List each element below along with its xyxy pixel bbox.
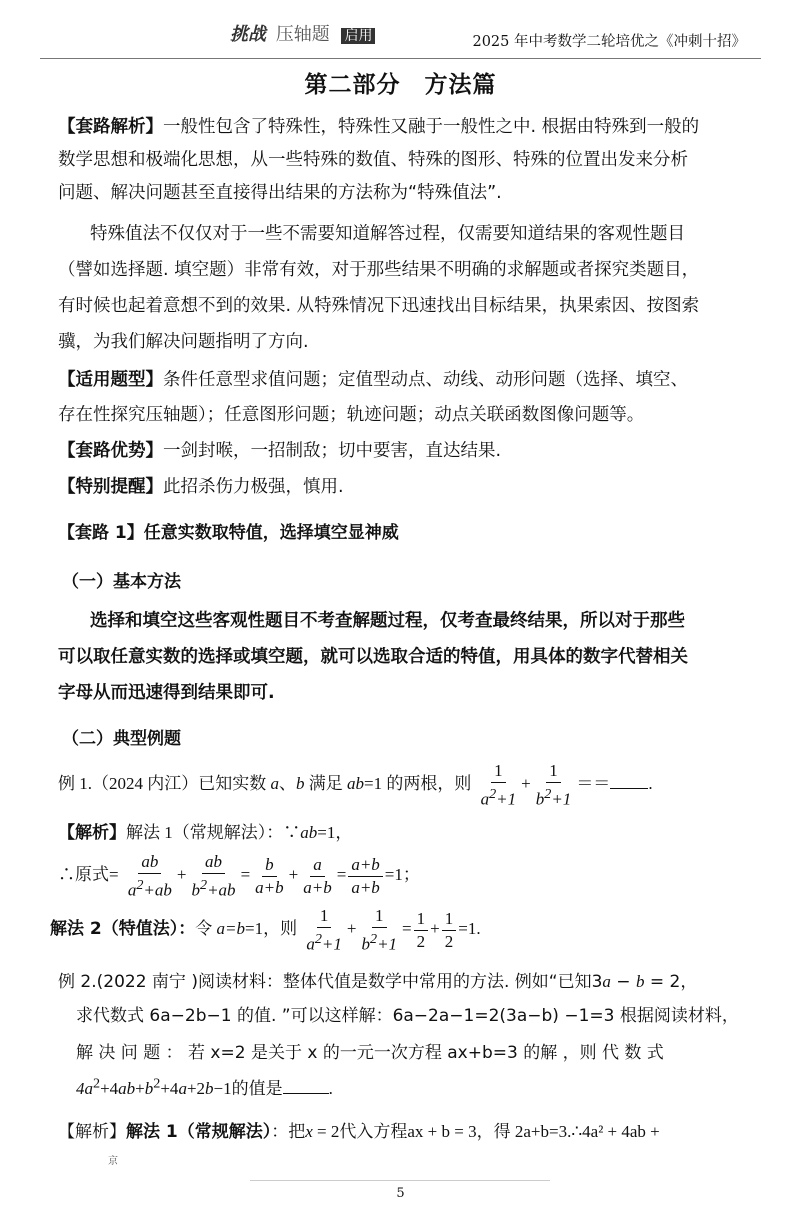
applicable-line1: [58, 364, 688, 397]
ex1-frac1: $\frac{1}{a^2+1}$: [480, 761, 517, 809]
reminder-text: 此招杀伤力极强，慎用.: [163, 477, 344, 497]
answer-blank-2[interactable]: [283, 1079, 329, 1094]
intro-tag: 【套路解析】: [58, 117, 163, 137]
intro-line1: [58, 111, 699, 144]
ex2-line1: 例 2.(2022 南宁 )阅读材料：整体代值是数学中常用的方法. 例如“已知3a − b = 2，: [58, 972, 698, 992]
ex2-line4: $4a^2+4ab+b^2+4a+2b-1$的值是 .: [76, 1075, 333, 1098]
ex1-sep: 、: [279, 774, 296, 794]
reminder-line: [58, 471, 344, 504]
sol1-cond: ab: [300, 823, 318, 842]
ex2-line1b: = 2，: [644, 972, 698, 992]
header-title: 2025 年中考数学二轮培优之《冲刺十招》: [472, 34, 746, 50]
reminder-tag: 【特别提醒】: [58, 477, 163, 497]
ex1-cond: ab: [347, 774, 364, 794]
ex1-var-a: a: [270, 774, 279, 794]
header-logo: [230, 20, 375, 46]
sol1-frac3: $\frac{b}{a+b}$: [255, 854, 284, 897]
sol3-mid: 代入方程ax + b = 3，得 2a+b=3.∴4a² + 4ab +: [339, 1122, 660, 1141]
sol3-tag: 【解析】: [58, 1122, 126, 1141]
sol1-frac1: $\frac{ab}{a^2+ab}$: [127, 851, 172, 900]
page-number: 5: [396, 1186, 405, 1201]
ex1-cond-val: =1 的两根，则: [364, 774, 472, 794]
solution-1-line1: [58, 818, 352, 843]
section2-heading: （二）典型例题: [62, 729, 181, 749]
intro-line2: 数学思想和极端化思想，从一些特殊的数值、特殊的图形、特殊的位置出发来分析: [58, 150, 688, 170]
ex2-line1a: 例 2.(2022 南宁 )阅读材料：整体代值是数学中常用的方法. 例如“已知3: [58, 972, 603, 992]
sol1-tag: 【解析】: [58, 823, 126, 843]
ex2-line2: 求代数式 6a−2b−1 的值. ”可以这样解：6a−2a−1=2(3a−b) −1=3 根据阅读材料，: [76, 1006, 739, 1026]
ex1-end: .: [648, 774, 653, 794]
sol2-frac3: $\frac{1}{2}$: [414, 908, 429, 953]
sol2-frac4: $\frac{1}{2}$: [442, 908, 457, 953]
page-title: 第二部分 方法篇: [304, 71, 497, 98]
example-1: 例 1.（2024 内江）已知实数 a、b 满足 ab=1 的两根，则 $\frac{1}{a^2+1}$ + $\frac{1}{b^2+1}$ ＝＝ .: [58, 761, 653, 809]
sol2-text: 令: [195, 919, 217, 939]
advantage-line: [58, 435, 501, 468]
solution-1-line2: ∴原式= $\frac{ab}{a^2+ab}$ + $\frac{ab}{b^2+ab}$ = $\frac{b}{a+b}$ + $\frac{a}{a+b}$ = $\frac{a+b}{a+b}$ =1；: [58, 851, 420, 900]
ex1-frac2: $\frac{1}{b^2+1}$: [535, 761, 572, 809]
basic-line2: 可以取任意实数的选择或填空题，就可以选取合适的特值，用具体的数字代替相关: [58, 647, 688, 667]
sol2-result: =1.: [458, 919, 481, 939]
ex1-mid: 满足: [304, 774, 347, 794]
stray-char: 京: [108, 1156, 118, 1167]
route1-heading: 【套路 1】任意实数取特值，选择填空显神威: [58, 523, 399, 543]
sol1-frac4: $\frac{a}{a+b}$: [303, 854, 332, 897]
basic-line3: 字母从而迅速得到结果即可.: [58, 683, 275, 703]
logo-mid: 压轴题: [275, 24, 330, 45]
sol1-therefore: ∴原式=: [58, 865, 119, 884]
sol3-bold: 解法 1（常规解法）: [126, 1122, 272, 1142]
sol1-val: =1，: [317, 823, 353, 842]
logo-badge: 启用: [341, 28, 375, 44]
sol2-cond: a=b: [216, 919, 245, 939]
solution-3-line: 【解析】解法 1（常规解法）：把x = 2代入方程ax + b = 3，得 2a+b=3.∴4a² + 4ab +: [58, 1122, 660, 1142]
intro-text1: 一般性包含了特殊性，特殊性又融于一般性之中. 根据由特殊到一般的: [163, 117, 700, 137]
sol2-tag: 解法 2（特值法）：: [50, 919, 196, 940]
sol3-text: ：把: [271, 1122, 306, 1141]
ex2-tail: 的值是: [231, 1079, 283, 1098]
applicable-text1: 条件任意型求值问题；定值型动点、动线、动形问题（选择、填空、: [163, 370, 688, 390]
header-divider: [40, 58, 761, 59]
sol2-frac1: $\frac{1}{a^2+1}$: [306, 906, 342, 954]
ex2-line3: 解 决 问 题 ： 若 x=2 是关于 x 的一元一次方程 ax+b=3 的解 ，则 代 数 式: [76, 1043, 664, 1063]
applicable-tag: 【适用题型】: [58, 370, 163, 390]
para2-line3: 有时候也起着意想不到的效果. 从特殊情况下迅速找出目标结果，执果索因、按图索: [58, 296, 700, 316]
solution-2-line: 解法 2（特值法）：令 a=b=1，则 $\frac{1}{a^2+1}$ + $\frac{1}{b^2+1}$ = $\frac{1}{2}$ + $\frac{1}{2}$ =1.: [50, 906, 481, 954]
para2-line2: （譬如选择题. 填空题）非常有效，对于那些结果不明确的求解题或者探究类题目，: [58, 260, 700, 280]
para2-line1: 特殊值法不仅仅对于一些不需要知道解答过程，仅需要知道结果的客观性题目: [90, 224, 685, 244]
footer-divider: [250, 1180, 550, 1181]
ex1-suffix: ＝＝: [576, 774, 611, 794]
sol2-frac2: $\frac{1}{b^2+1}$: [361, 906, 398, 954]
logo-text: 挑战: [230, 24, 266, 45]
intro-line3: 问题、解决问题甚至直接得出结果的方法称为“特殊值法”.: [58, 183, 502, 203]
sol1-text: 解法 1（常规解法）：∵: [126, 823, 301, 842]
basic-line1: 选择和填空这些客观性题目不考查解题过程，仅考查最终结果，所以对于那些: [90, 611, 685, 631]
sol1-frac2: $\frac{ab}{b^2+ab}$: [191, 851, 236, 900]
answer-blank[interactable]: [610, 774, 648, 789]
advantage-tag: 【套路优势】: [58, 441, 163, 461]
sol1-frac5: $\frac{a+b}{a+b}$: [348, 854, 382, 899]
sol1-result: =1；: [384, 865, 420, 884]
sol2-val: =1，则: [244, 919, 298, 939]
para2-line4: 骥，为我们解决问题指明了方向.: [58, 332, 309, 352]
applicable-line2: 存在性探究压轴题）；任意图形问题；轨迹问题；动点关联函数图像问题等。: [58, 405, 645, 425]
section1-heading: （一）基本方法: [62, 572, 181, 592]
advantage-text: 一剑封喉，一招制敌；切中要害，直达结果.: [163, 441, 502, 461]
ex1-prefix: 例 1.（2024 内江）已知实数: [58, 774, 267, 794]
ex1-var-b: b: [296, 774, 305, 794]
ex2-end: .: [328, 1079, 333, 1098]
